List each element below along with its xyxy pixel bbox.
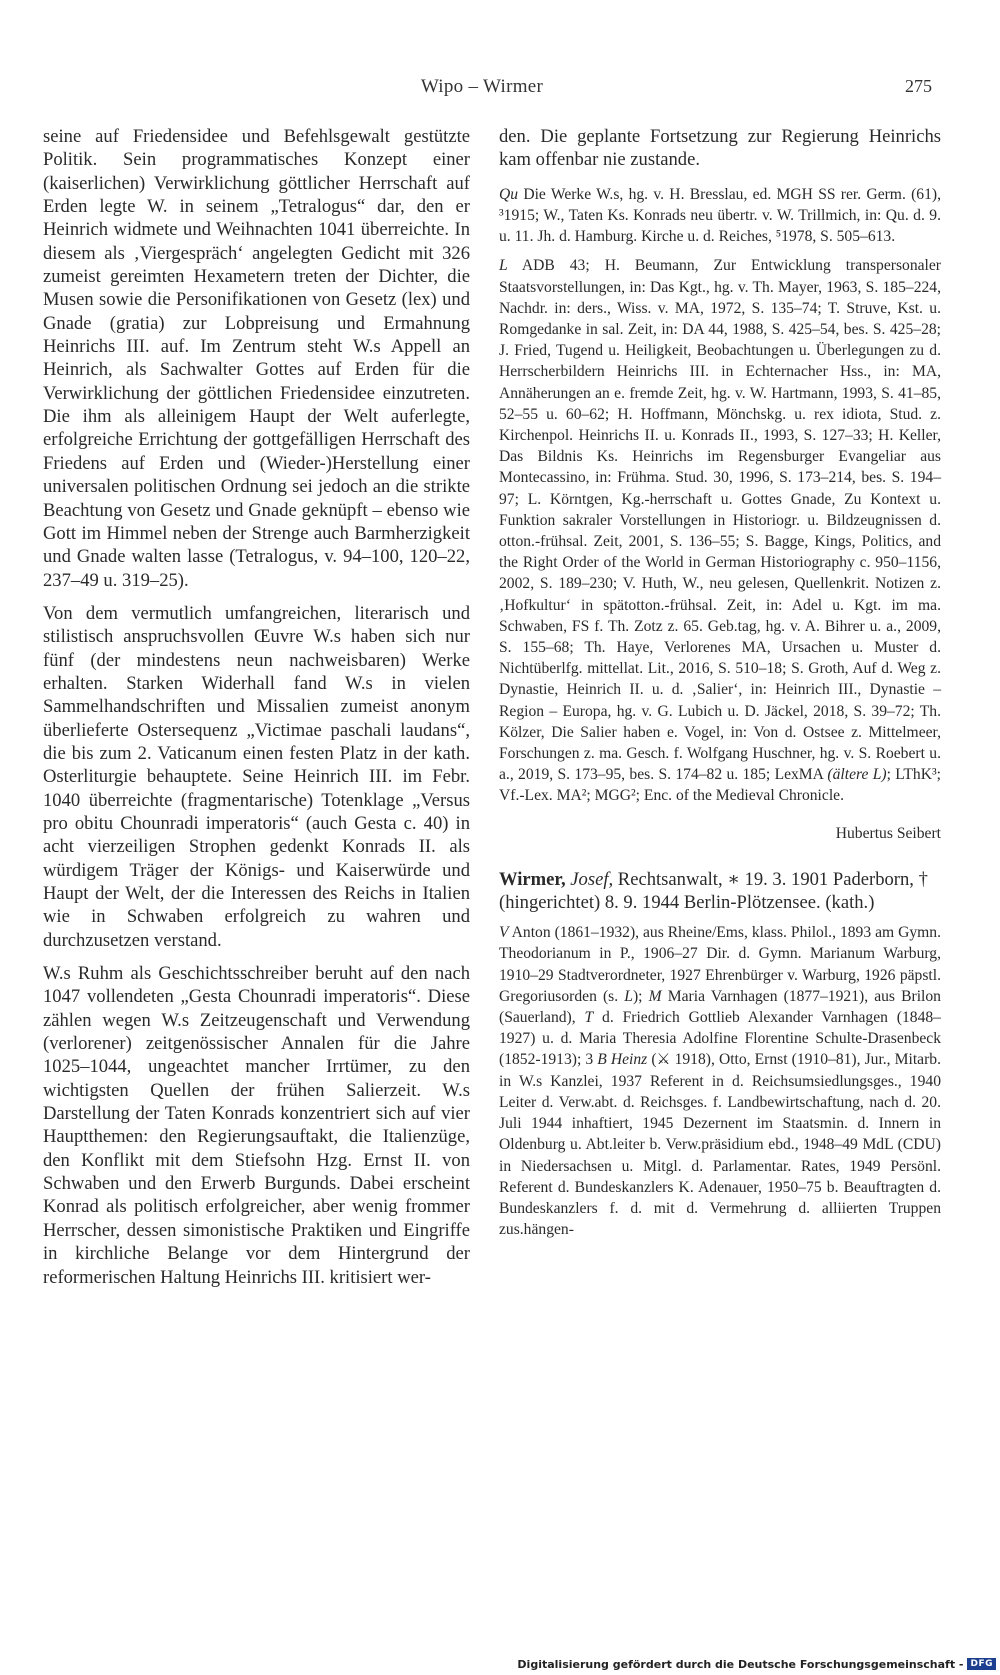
- genealogy-text: Maria Varnhagen (1877–1921), aus Brilon (Sauerland),: [499, 987, 941, 1027]
- genealogy-label-l: L: [624, 987, 633, 1005]
- genealogy-label-t: T: [584, 1009, 594, 1027]
- genealogy-label-b: B: [597, 1051, 607, 1069]
- dfg-logo: DFG: [967, 1658, 996, 1670]
- paragraph: seine auf Friedensidee und Befehlsgewalt gestützte Politik. Sein programmatisches Konzept einer (kaiserlichen) Verwirklichung göttlicher Herrschaft auf Erden legte W. in seinem „Tetralogus“ dar, den er Heinrich widmete und Weihnachten 1041 überreichte. In diesem als ‚Viergespräch‘ angelegten Gedicht mit 326 zumeist gereimten Hexametern treten der Dichter, die Musen sowie die Personifikationen von Gesetz (lex) und Gnade (gratia) zur Lobpreisung und Ermahnung Heinrichs III. auf. Im Zentrum steht W.s Appell an Heinrich, als Sachwalter Gottes auf Erden für die Verwirklichung der göttlichen Friedensidee einzutreten. Die ihm als alleinigem Haupt der Welt auferlegte, erfolgreiche Errichtung der gottgefälligen Herrschaft des Friedens auf Erden und (Wieder-)Herstellung einer universalen politischen Ordnung sei jedoch an die strikte Beachtung von Gesetz und Gnade geknüpft – ebenso wie Gott im Himmel neben der Strenge auch Barmherzigkeit und Gnade walten lasse (Tetralogus, v. 94–100, 120–22, 237–49 u. 319–25).: [43, 126, 470, 591]
- left-column: [43, 125, 470, 1289]
- genealogy-text: (⚔ 1918), Otto, Ernst (1910–81), Jur., Mitarb. in W.s Kanzlei, 1937 Referent in d. Reichsumsiedlungsges., 1940 Leiter d. Verw.abt. d. Reichsges. f. Landbewirtschaftung, nach d. 20. Juli 1944 inhaftiert, 1945 Dezernent im Staatsmin. d. Innern in Oldenburg u. Abt.leiter b. Verw.präsidium ebd., 1948–49 MdL (CDU) in Niedersachsen u. Mitgl. d. Parlamentar. Rates, 1949 Persönl. Referent d. Bundeskanzlers K. Adenauer, 1950–75 b. Beauftragten d. Bundeskanzlers f. d. mit d. Vermehrung d. alliierten Truppen zus.hängen-: [499, 1051, 941, 1239]
- literature-text: ADB 43; H. Beumann, Zur Entwicklung transpersonaler Staatsvorstellungen, in: Das Kgt., hg. v. Th. Mayer, 1963, S. 185–224, Nachdr. in: ders., Wiss. v. MA, 1972, S. 135–74; T. Struve, Kst. u. Romgedanke in sal. Zeit, in: DA 44, 1988, S. 425–54, bes. S. 425–28; J. Fried, Tugend u. Heiligkeit, Beobachtungen u. Überlegungen zu d. Herrscherbildern Heinrichs III. in Echternacher Hss., in: MA, Annäherungen an e. fremde Zeit, hg. v. W. Hartmann, 1993, S. 41–85, 52–55 u. 60–62; H. Hoffmann, Mönchskg. u. rex idiota, Stud. z. Kirchenpol. Heinrichs II. u. Konrads II., 1993, S. 127–33; H. Keller, Das Bildnis Ks. Heinrichs im Regensburger Evangeliar aus Montecassino, in: Frühma. Stud. 30, 1996, S. 173–214, bes. S. 194–97; L. Körntgen, Kg.-herrschaft u. Gottes Gnade, Zu Kontext u. Funktion sakraler Vorstellungen in Historiogr. u. Bildzeugnissen d. otton.-frühsal. Zeit, 2001, S. 136–55; S. Bagge, Kings, Politics, and the Right Order of the World in German Historiography c. 950–1156, 2002, S. 189–230; V. Huth, W., neu gelesen, Quellenkrit. Notizen z. ‚Hofkultur‘ in spätotton.-frühsal. Zeit, in: Adel u. Kgt. im ma. Schwaben, FS f. Th. Zotz z. 65. Geb.tag, hg. v. A. Bihrer u. a., 2009, S. 155–68; Th. Haye, Verlorenes MA, Ursachen u. Muster d. Nichtüberlfg. mittellat. Lit., 2016, S. 510–18; S. Groth, Auf d. Weg z. Dynastie, Heinrich II. u. d. ‚Salier‘, in: Heinrich III., Dynastie – Region – Europa, hg. v. G. Lubich u. D. Jäckel, 2018, S. 39–72; Th. Kölzer, Die Salier haben e. Vogel, in: Von d. Ostsee z. Mittelmeer, Forschungen z. ma. Gesch. f. Wolfgang Huschner, hg. v. S. Roebert u. a., 2019, S. 173–95, bes. S. 174–82 u. 185; LexMA: [499, 257, 941, 784]
- genealogy-label-v: V: [499, 924, 509, 942]
- literature-text-end: ; LThK³; Vf.-Lex. MA²; MGG²; Enc. of the Medieval Chronicle.: [499, 766, 941, 805]
- right-column: [499, 125, 941, 1240]
- genealogy-label-m: M: [648, 987, 662, 1005]
- genealogy-text: );: [632, 987, 649, 1005]
- entry-heading: [499, 868, 941, 915]
- article-author: Hubertus Seibert: [835, 824, 941, 842]
- genealogy-brother-name: Heinz: [606, 1051, 648, 1069]
- entry-firstname: Josef,: [570, 868, 614, 890]
- digitization-footer: [517, 1653, 1000, 1675]
- entry-details: Rechtsanwalt, ∗ 19. 3. 1901 Paderborn, † (hingerichtet) 8. 9. 1944 Berlin-Plötzensee. (kath.): [499, 868, 928, 913]
- footer-text: Digitalisierung gefördert durch die Deutsche Forschungsgemeinschaft -: [517, 1657, 964, 1671]
- genealogy-text: d. Friedrich Gottlieb Alexander Varnhagen (1848–1927) u. d. Maria Theresia Adolfine Florentine Schulte-Drasenbeck (1852-1913); 3: [499, 1009, 941, 1069]
- page-header: [0, 76, 1000, 106]
- sources-label: Qu: [499, 185, 519, 203]
- genealogy-block: [499, 922, 941, 1240]
- paragraph: Von dem vermutlich umfangreichen, literarisch und stilistisch anspruchsvollen Œuvre W.s haben sich nur fünf (der mindestens neun nachweisbaren) Werke erhalten. Starken Widerhall fand W.s in vielen Sammelhandschriften und Missalien zumeist anonym überlieferte Ostersequenz „Victimae paschali laudans“, die bis zum 2. Vaticanum einen festen Platz in der kath. Osterliturgie behauptete. Seine Heinrich III. im Febr. 1040 überreichte (fragmentarische) Totenklage „Versus pro obitu Chounradi imperatoris“ (auch Gesta c. 40) in acht vierzeiligen Strophen gedenkt Konrads II. als würdigem Träger der Königs- und Kaiserwürde und Haupt der Welt, der die Interessen des Reichs in Italien wie in Schwaben erfolgreich zu wahren und durchzusetzen verstand.: [43, 602, 470, 951]
- literature-label: L: [499, 257, 508, 275]
- entry-surname: Wirmer,: [499, 868, 566, 890]
- paragraph: den. Die geplante Fortsetzung zur Regierung Heinrichs kam offenbar nie zustande.: [499, 126, 941, 171]
- paragraph: W.s Ruhm als Geschichtsschreiber beruht auf den nach 1047 vollendeten „Gesta Chounradi imperatoris“. Diese zählen wegen W.s Zeitzeugenschaft und Verwendung (verlorener) zeitgenössischer Annalen für die Jahre 1025–1044, ungeachtet mancher Irrtümer, zu den wichtigsten Quellen der frühen Salierzeit. W.s Darstellung der Taten Konrads konzentriert sich auf vier Hauptthemen: den Regierungsauftakt, die Italienzüge, den Konflikt mit dem Stiefsohn Hzg. Ernst II. von Schwaben und den Erwerb Burgunds. Dabei erscheint Konrad als politisch erfolgreicher, aber wenig frommer Herrscher, dessen simonistische Praktiken und Eingriffe in kirchliche Belange vor dem Hintergrund der reformerischen Haltung Heinrichs III. kritisiert wer-: [43, 963, 470, 1288]
- sources-text: Die Werke W.s, hg. v. H. Bresslau, ed. MGH SS rer. Germ. (61), ³1915; W., Taten Ks. Konrads neu übertr. v. W. Trillmich, in: Qu. d. 9. u. 11. Jh. d. Hamburg. Kirche u. d. Reiches, ⁵1978, S. 505–613.: [499, 185, 941, 246]
- running-title: Wipo – Wirmer: [420, 76, 544, 97]
- sources-block: [499, 184, 941, 248]
- genealogy-text: Anton (1861–1932), aus Rheine/Ems, klass. Philol., 1893 am Gymn. Theodorianum in P., 1906–27 Dir. d. Gymn. Marianum Warburg, 1910–29 Stadtverordneter, 1927 Ehrenbürger v. Warburg, 1926 päpstl. Gregoriusorden (s.: [499, 924, 941, 1005]
- literature-italic: (ältere L): [827, 766, 887, 784]
- literature-block: [499, 255, 941, 806]
- page-number: 275: [905, 76, 932, 96]
